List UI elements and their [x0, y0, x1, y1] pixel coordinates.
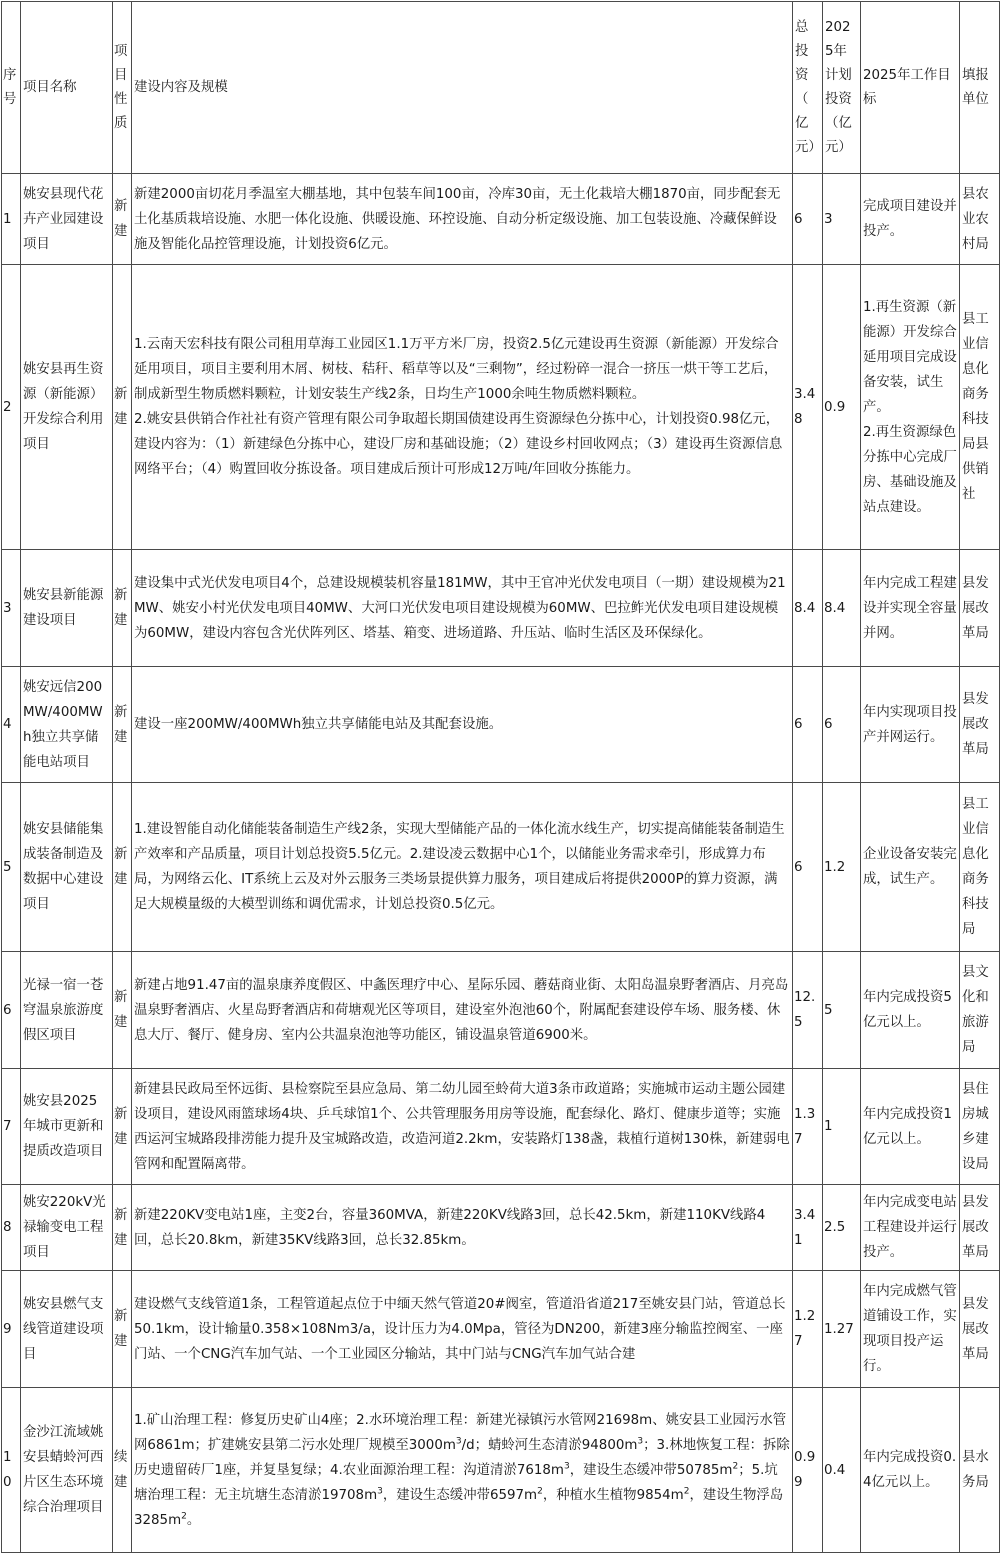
work-goal — [861, 667, 960, 783]
project-name: 姚安县2025年城市更新和提质改造项目 — [21, 1069, 113, 1185]
header-total-investment: 总投资（亿元） — [793, 2, 823, 174]
content-scale — [132, 667, 793, 783]
project-name: 姚安县新能源建设项目 — [21, 550, 113, 667]
table-row — [2, 667, 1000, 783]
plan-investment: 8.4 — [823, 550, 861, 667]
project-nature: 新建 — [113, 265, 132, 550]
content-text: ，建设生态缓冲带50785m — [569, 1462, 733, 1478]
project-nature: 新建 — [113, 783, 132, 952]
project-name: 姚安县现代花卉产业园建设项目 — [21, 174, 113, 265]
content-scale — [132, 1069, 793, 1185]
table-row — [2, 1185, 1000, 1271]
content-text: ；5.坑塘治理工程：无主坑塘生态清淤19708m — [134, 1462, 778, 1503]
investment-project-table — [1, 1, 1000, 1553]
header-plan-investment: 2025年计划投资（亿元） — [823, 2, 861, 174]
project-name: 姚安县储能集成装备制造及数据中心建设项目 — [21, 783, 113, 952]
superscript: 2 — [732, 1461, 739, 1472]
reporting-unit: 县住房城乡建设局 — [960, 1069, 1000, 1185]
project-nature: 新建 — [113, 1271, 132, 1388]
total-investment: 8.4 — [793, 550, 823, 667]
header-row — [2, 2, 1000, 174]
content-text: 新建220KV变电站1座，主变2台，容量360MVA，新建220KV线路3回，总长42.5km，新建110KV线路4回，总长20.8km，新建35KV线路3回，总长32.85km。 — [134, 1207, 766, 1248]
total-investment: 6 — [793, 783, 823, 952]
header-reporting-unit: 填报单位 — [960, 2, 1000, 174]
content-scale — [132, 550, 793, 667]
table-row — [2, 783, 1000, 952]
plan-investment: 3 — [823, 174, 861, 265]
goal-text: 年内完成投资5亿元以上。 — [863, 990, 952, 1030]
total-investment: 3.41 — [793, 1185, 823, 1271]
project-nature: 新建 — [113, 1185, 132, 1271]
reporting-unit: 县发展改革局 — [960, 1185, 1000, 1271]
goal-text: 1.再生资源（新能源）开发综合延用项目完成设备安装，试生产。 — [863, 299, 957, 415]
total-investment: 1.27 — [793, 1271, 823, 1388]
content-text: 新建县民政局至怀远街、县检察院至县应急局、第二幼儿园至蛉荷大道3条市政道路；实施城市运动主题公园建设项目，建设风雨篮球场4块、乒乓球馆1个、公共管理服务用房等设施，配套绿化、路灯、健康步道等；实施西运河宝城路段排涝能力提升及宝城路改造，改造河道2.2km，安装路灯138盏，栽植行道树130株，新建弱电管网和配置隔离带。 — [134, 1081, 790, 1172]
table-row — [2, 174, 1000, 265]
work-goal — [861, 1069, 960, 1185]
content-text: ，种植水生植物9854m — [542, 1487, 684, 1503]
content-scale — [132, 174, 793, 265]
content-text: 建设集中式光伏发电项目4个，总建设规模装机容量181MW，其中王官冲光伏发电项目（一期）建设规模为21MW、姚安小村光伏发电项目40MW、大河口光伏发电项目建设规模为60MW、巴拉鲊光伏发电项目建设规模为60MW，建设内容包含光伏阵列区、塔基、箱变、进场道路、升压站、临时生活区及环保绿化。 — [134, 575, 786, 641]
reporting-unit: 县工业信息化商务科技局县供销社 — [960, 265, 1000, 550]
content-text: 1.云南天宏科技有限公司租用草海工业园区1.1万平方米厂房，投资2.5亿元建设再生资源（新能源）开发综合延用项目，项目主要利用木屑、树枝、秸秆、稻草等以及“三剩物”，经过粉碎一混合一挤压一烘干等工艺后，制成新型生物质燃料颗粒，计划安装生产线2条，日均生产1000余吨生物质燃料颗粒。 — [134, 337, 779, 402]
reporting-unit: 县发展改革局 — [960, 1271, 1000, 1388]
work-goal — [861, 174, 960, 265]
superscript: 3 — [563, 1461, 570, 1472]
total-investment: 0.99 — [793, 1388, 823, 1553]
reporting-unit: 县水务局 — [960, 1388, 1000, 1553]
row-number: 3 — [2, 550, 21, 667]
header-work-goal: 2025年工作目标 — [861, 2, 960, 174]
goal-text: 完成项目建设并投产。 — [863, 199, 957, 239]
row-number: 5 — [2, 783, 21, 952]
content-scale — [132, 1388, 793, 1553]
content-text: 建设燃气支线管道1条，工程管道起点位于中缅天然气管道20#阀室，管道沿省道217至姚安县门站，管道总长50.1km，设计输量0.358×108Nm3/a，设计压力为4.0Mpa，管径为DN200，新建3座分输监控阀室、一座门站、一个CNG汽车加气站、一个工业园区分输站，其中门站与CNG汽车加气站合建 — [134, 1296, 786, 1362]
goal-text: 年内完成投资0.4亿元以上。 — [863, 1450, 957, 1490]
content-scale — [132, 1271, 793, 1388]
content-text: ；3.林地恢复工程：拆除历史遗留砖厂1座，并复垦复绿；4.农业面源治理工程：沟道清淤7618m — [134, 1437, 790, 1478]
work-goal — [861, 1271, 960, 1388]
row-number: 2 — [2, 265, 21, 550]
goal-text: 年内完成投资1亿元以上。 — [863, 1106, 952, 1147]
content-text: ，建设生态缓冲带6597m — [382, 1487, 538, 1503]
total-investment: 6 — [793, 174, 823, 265]
content-text: 新建2000亩切花月季温室大棚基地，其中包装车间100亩，冷库30亩，无土化栽培大棚1870亩，同步配套无土化基质栽培设施、水肥一体化设施、供暖设施、环控设施、自动分析定级设施、加工包装设施、冷藏保鲜设施及智能化品控管理设施，计划投资6亿元。 — [134, 186, 781, 252]
table-row — [2, 1271, 1000, 1388]
work-goal — [861, 783, 960, 952]
table-row — [2, 550, 1000, 667]
plan-investment: 2.5 — [823, 1185, 861, 1271]
superscript: 2 — [683, 1486, 690, 1497]
content-text: 新建占地91.47亩的温泉康养度假区、中螽医理疗中心、星际乐园、蘑菇商业街、太阳岛温泉野奢酒店、月亮岛温泉野奢酒店、火星岛野奢酒店和荷塘观光区等项目，建设室外泡池60个，附属配套建设停车场、服务楼、休息大厅、餐厅、健身房、室内公共温泉泡池等功能区，铺设温泉管道6900米。 — [134, 977, 789, 1043]
goal-text: 年内完成燃气管道铺设工作，实现项目投产运行。 — [863, 1284, 957, 1374]
content-scale — [132, 1185, 793, 1271]
goal-text: 年内完成变电站工程建设并运行投产。 — [863, 1195, 957, 1260]
content-text: 2.姚安县供销合作社社有资产管理有限公司争取超长期国债建设再生资源绿色分拣中心，计划投资0.98亿元，建设内容为：（1）新建绿色分拣中心，建设厂房和基础设施；（2）建设乡村回收网点；（3）建设再生资源信息网络平台；（4）购置回收分拣设备。项目建成后预计可形成12万吨/年回收分拣能力。 — [134, 412, 783, 477]
row-number: 9 — [2, 1271, 21, 1388]
content-scale — [132, 952, 793, 1069]
reporting-unit: 县文化和旅游局 — [960, 952, 1000, 1069]
superscript: 3 — [455, 1436, 462, 1447]
total-investment: 12.5 — [793, 952, 823, 1069]
row-number: 10 — [2, 1388, 21, 1553]
plan-investment: 1.2 — [823, 783, 861, 952]
total-investment: 1.37 — [793, 1069, 823, 1185]
project-name: 姚安县燃气支线管道建设项目 — [21, 1271, 113, 1388]
content-text: 建设一座200MW/400MWh独立共享储能电站及其配套设施。 — [134, 717, 503, 732]
total-investment: 6 — [793, 667, 823, 783]
table-row — [2, 952, 1000, 1069]
work-goal — [861, 550, 960, 667]
work-goal — [861, 1185, 960, 1271]
reporting-unit: 县农业农村局 — [960, 174, 1000, 265]
goal-text: 年内完成工程建设并实现全容量并网。 — [863, 575, 957, 641]
plan-investment: 1.27 — [823, 1271, 861, 1388]
row-number: 4 — [2, 667, 21, 783]
project-nature: 新建 — [113, 174, 132, 265]
header-project-nature: 项目性质 — [113, 2, 132, 174]
content-text: 1.建设智能自动化储能装备制造生产线2条，实现大型储能产品的一体化流水线生产，切实提高储能装备制造生产效率和产品质量，项目计划总投资5.5亿元。2.建设凌云数据中心1个，以储能业务需求牵引，形成算力布局，为网络云化、IT系统上云及对外云服务三类场景提供算力服务，项目建成后将提供2000P的算力资源，满足大规模量级的大模型训练和调优需求，计划总投资0.5亿元。 — [134, 822, 785, 912]
plan-investment: 5 — [823, 952, 861, 1069]
reporting-unit: 县工业信息化商务科技局 — [960, 783, 1000, 952]
content-scale — [132, 783, 793, 952]
row-number: 1 — [2, 174, 21, 265]
goal-text: 企业设备安装完成，试生产。 — [863, 847, 957, 887]
plan-investment: 0.4 — [823, 1388, 861, 1553]
project-nature: 新建 — [113, 667, 132, 783]
content-text: /d；蜻蛉河生态清淤94800m — [461, 1437, 638, 1453]
superscript: 2 — [537, 1486, 543, 1497]
project-nature: 新建 — [113, 952, 132, 1069]
content-text: ，建设生物浮岛3285m — [134, 1487, 784, 1528]
superscript: 3 — [637, 1436, 644, 1447]
content-text: 1.矿山治理工程：修复历史矿山4座；2.水环境治理工程：新建光禄镇污水管网21698m、姚安县工业园污水管网6861m；扩建姚安县第二污水处理厂规模至3000m — [134, 1412, 787, 1453]
table-row — [2, 1069, 1000, 1185]
header-no: 序号 — [2, 2, 21, 174]
work-goal — [861, 1388, 960, 1553]
content-scale — [132, 265, 793, 550]
project-nature: 新建 — [113, 550, 132, 667]
total-investment: 3.48 — [793, 265, 823, 550]
project-nature: 续建 — [113, 1388, 132, 1553]
reporting-unit: 县发展改革局 — [960, 667, 1000, 783]
plan-investment: 0.9 — [823, 265, 861, 550]
work-goal — [861, 265, 960, 550]
row-number: 6 — [2, 952, 21, 1069]
goal-text: 年内实现项目投产并网运行。 — [863, 704, 957, 745]
table-row — [2, 1388, 1000, 1553]
project-name: 金沙江流域姚安县蜻蛉河西片区生态环境综合治理项目 — [21, 1388, 113, 1553]
row-number: 8 — [2, 1185, 21, 1271]
plan-investment: 6 — [823, 667, 861, 783]
table-row — [2, 265, 1000, 550]
work-goal — [861, 952, 960, 1069]
project-name: 姚安220kV光禄输变电工程项目 — [21, 1185, 113, 1271]
superscript: 3 — [377, 1486, 383, 1497]
reporting-unit: 县发展改革局 — [960, 550, 1000, 667]
project-name: 光禄一宿一苍穹温泉旅游度假区项目 — [21, 952, 113, 1069]
goal-text: 2.再生资源绿色分拣中心完成厂房、基础设施及站点建设。 — [863, 424, 957, 515]
row-number: 7 — [2, 1069, 21, 1185]
project-name: 姚安县再生资源（新能源）开发综合利用项目 — [21, 265, 113, 550]
content-text: 。 — [186, 1512, 201, 1528]
project-nature: 新建 — [113, 1069, 132, 1185]
project-name: 姚安远信200MW/400MWh独立共享储能电站项目 — [21, 667, 113, 783]
superscript: 2 — [181, 1511, 187, 1522]
header-content-scale: 建设内容及规模 — [132, 2, 793, 174]
plan-investment: 1 — [823, 1069, 861, 1185]
header-project-name: 项目名称 — [21, 2, 113, 174]
